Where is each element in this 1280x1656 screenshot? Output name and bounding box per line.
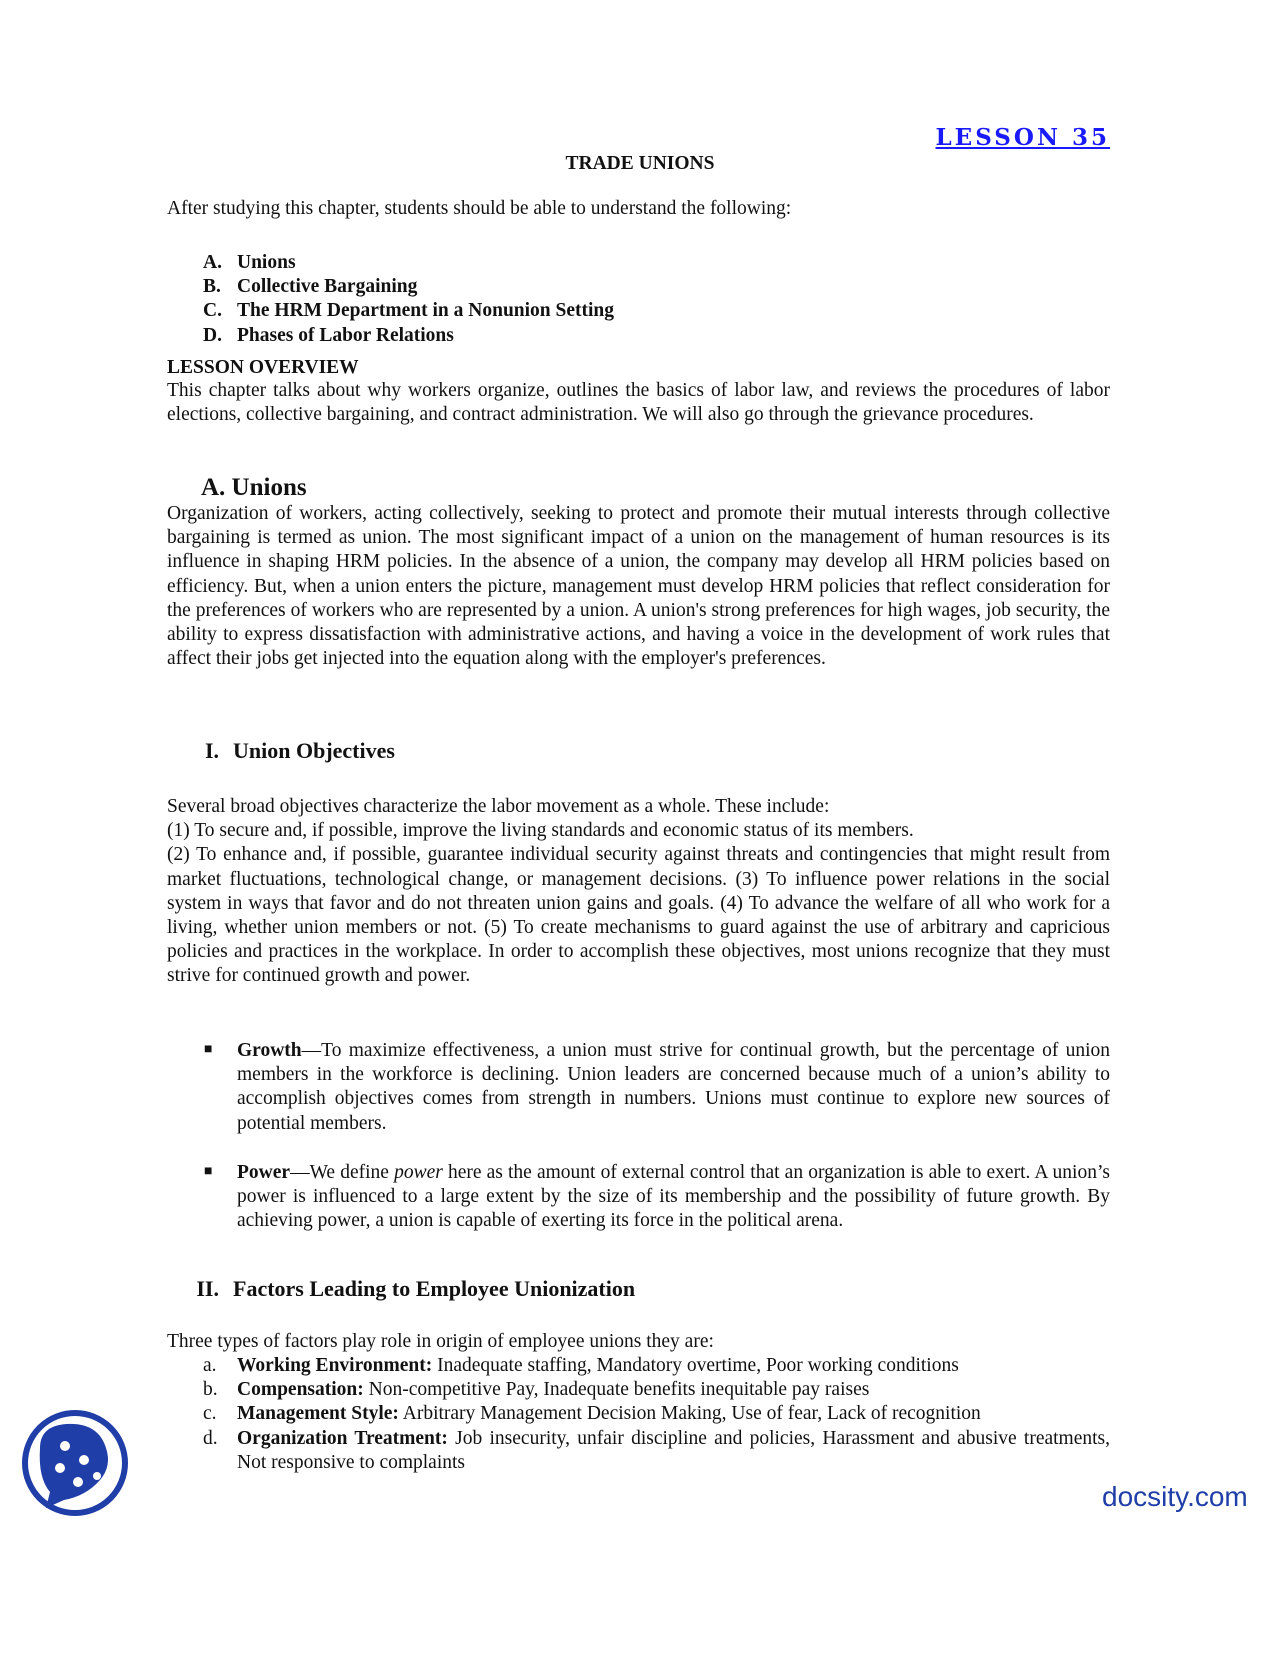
subsection-title: Union Objectives	[233, 738, 395, 763]
objective-marker: B.	[203, 276, 221, 298]
factor-text: Job insecurity, unfair discipline and policies, Harassment and abusive treatments, Not responsive to complaints	[237, 1427, 1110, 1473]
objective-label: Collective Bargaining	[237, 276, 418, 298]
bullet-text: —To maximize effectiveness, a union must strive for continual growth, but the percentage of union members in the workforce is declining. Union leaders are concerned because much of a union’s ability to accomplish objectives comes from strength in numbers. Unions must continue to explore new sources of potential members.	[237, 1040, 1110, 1134]
docsity-brand-link[interactable]: docsity.com	[1102, 1481, 1248, 1512]
intro-text: After studying this chapter, students should be able to understand the following:	[167, 198, 792, 219]
section-heading: A. Unions	[201, 474, 307, 501]
factor-text: Non-competitive Pay, Inadequate benefits inequitable pay raises	[363, 1379, 870, 1401]
bullet-growth	[237, 1039, 1110, 1136]
lesson-number: LESSON 35	[935, 124, 1110, 151]
bullet-term: Power	[237, 1162, 291, 1183]
factor-marker: a.	[203, 1355, 217, 1376]
subsection-heading-factors	[185, 1276, 635, 1302]
objectives-intro: Several broad objectives characterize the labor movement as a whole. These include:	[167, 796, 830, 817]
objective-1: (1) To secure and, if possible, improve the living standards and economic status of its members.	[167, 820, 914, 842]
factor-item	[167, 1378, 1110, 1402]
factor-term: Working Environment:	[237, 1355, 433, 1376]
objective-label: The HRM Department in a Nonunion Setting	[237, 300, 615, 322]
subsection-title: Factors Leading to Employee Unionization	[233, 1276, 636, 1301]
section-unions	[167, 474, 1110, 671]
factor-text: Inadequate staffing, Mandatory overtime, Poor working conditions	[432, 1355, 959, 1376]
bullet-square-icon: ■	[204, 1164, 213, 1179]
factor-term: Compensation:	[237, 1379, 364, 1401]
bullet-emphasis: power	[394, 1162, 443, 1183]
objectives-2-5: (2) To enhance and, if possible, guarantee individual security against threats and contingencies that might result from market fluctuations, technological change, or management decisions. (3) To influence power relations in the social system in ways that favor and do not threaten union gains and goals. (4) To advance the welfare of all who work for a living, whether union members or not. (5) To create mechanisms to guard against the use of arbitrary and capricious policies and practices in the workplace. In order to accomplish these objectives, most unions recognize that they must strive for continued growth and power.	[167, 844, 1110, 987]
bullet-square-icon: ■	[204, 1042, 213, 1057]
subsection-heading-objectives	[185, 738, 395, 764]
objective-label: Unions	[237, 252, 296, 273]
objectives-list	[203, 251, 614, 348]
factors-intro: Three types of factors play role in origin of employee unions they are:	[167, 1331, 714, 1352]
subsection-number: I.	[204, 738, 219, 763]
section-text: Organization of workers, acting collectively, seeking to protect and promote their mutual interests through collective bargaining is termed as union. The most significant impact of a union on the management of human resources is its influence in shaping HRM policies. In the absence of a union, the company may develop all HRM policies based on efficiency. But, when a union enters the picture, management must develop HRM policies that reflect consideration for the preferences of workers who are represented by a union. A union's strong preferences for high wages, job security, the ability to express dissatisfaction with administrative actions, and having a voice in the development of work rules that affect their jobs get injected into the equation along with the employer's preferences.	[167, 503, 1110, 670]
objective-item	[203, 299, 614, 323]
bullet-text: —We define	[290, 1162, 395, 1183]
lesson-overview	[167, 357, 1110, 427]
objective-item	[203, 251, 614, 275]
factor-marker: b.	[203, 1379, 218, 1401]
factor-marker: c.	[203, 1403, 217, 1425]
factor-text: Arbitrary Management Decision Making, Use of fear, Lack of recognition	[398, 1403, 981, 1425]
objective-marker: C.	[203, 300, 222, 322]
bullet-term: Growth	[237, 1040, 302, 1061]
subsection-number: II.	[196, 1276, 219, 1301]
objective-marker: D.	[203, 324, 222, 346]
factor-item	[167, 1427, 1110, 1475]
objective-item	[203, 275, 614, 299]
overview-text: This chapter talks about why workers organize, outlines the basics of labor law, and reviews the procedures of labor elections, collective bargaining, and contract administration. We will also go through the grievance procedures.	[167, 380, 1110, 426]
document-title: TRADE UNIONS	[565, 153, 715, 174]
docsity-logo-icon[interactable]	[20, 1408, 130, 1518]
objectives-body	[167, 795, 1110, 989]
factor-item	[167, 1354, 1110, 1378]
objective-item	[203, 324, 614, 348]
overview-heading: LESSON OVERVIEW	[167, 357, 359, 378]
factor-item	[167, 1402, 1110, 1426]
objective-marker: A.	[203, 252, 222, 273]
objective-label: Phases of Labor Relations	[237, 324, 454, 346]
bullet-power	[237, 1161, 1110, 1234]
factor-term: Organization Treatment:	[237, 1427, 448, 1449]
bullet-text: here as the amount of external control that an organization is able to exert. A union’s power is influenced to a large extent by the size of its membership and the possibility of future growth. By achieving power, a union is capable of exerting its force in the political arena.	[237, 1162, 1110, 1232]
factor-marker: d.	[203, 1427, 218, 1449]
factor-term: Management Style:	[237, 1403, 399, 1425]
factors-list	[167, 1354, 1110, 1475]
